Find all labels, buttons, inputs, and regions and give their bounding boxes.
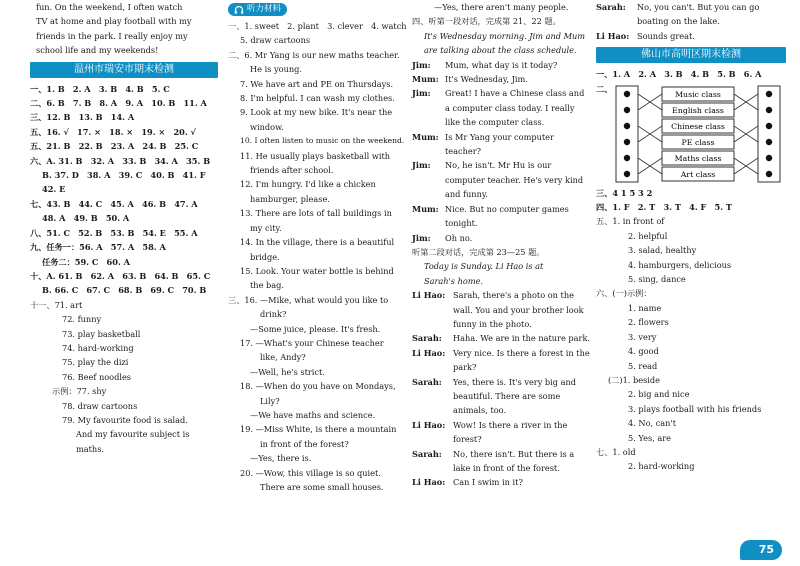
dialogue-line — [596, 29, 786, 43]
script-line: 17. —What's your Chinese teacher — [240, 337, 384, 348]
text-line: fun. On the weekend, I often watch — [36, 2, 183, 12]
speaker-label: Li Hao: — [412, 419, 446, 430]
script-line: 14. In the village, there is a beautiful — [240, 237, 395, 248]
dialogue-text: No, he isn't. Mr Hu is our computer teacher. He's very kind and funny. — [445, 160, 584, 200]
answer-line: 七、43. B 44. C 45. A 46. B 47. A — [30, 198, 198, 209]
right-dot — [766, 90, 772, 96]
class-label: Art class — [680, 169, 716, 179]
script-line: —Well, he's strict. — [250, 366, 325, 377]
dialogue-line — [412, 375, 590, 418]
script-line: bridge. — [250, 251, 280, 262]
script-line: 二、6. Mr Yang is our new maths teacher. — [228, 49, 400, 60]
dialogue-2 — [412, 288, 590, 490]
text-line: TV at home and play football with my — [36, 16, 192, 27]
dialogue-line — [412, 288, 590, 331]
class-label: Maths class — [674, 153, 722, 163]
scene-intro: Today is Sunday. Li Hao is at — [424, 261, 544, 272]
left-dot — [624, 106, 630, 112]
dialogue-text: It's Wednesday, Jim. — [445, 74, 528, 85]
script-line: drink? — [260, 309, 287, 320]
answer-line: maths. — [76, 443, 105, 454]
script-line: Lily? — [260, 395, 280, 406]
script-line: 10. I often listen to music on the weekend. — [240, 136, 405, 146]
dialogue-text: Very nice. Is there a forest in the park? — [453, 347, 590, 373]
script-line: 9. Look at my new bike. It's near the — [240, 107, 393, 118]
right-dot — [766, 106, 772, 112]
dialogue-line — [412, 418, 590, 447]
script-line: 11. He usually plays basketball with — [240, 150, 391, 161]
answer-line: 5. sing, dance — [628, 274, 686, 285]
class-label: PE class — [681, 137, 715, 147]
class-label: Music class — [675, 89, 721, 99]
answer-line: 2. big and nice — [628, 389, 690, 400]
script-line: in front of the forest? — [260, 438, 349, 449]
dialogue-text: Yes, there is. It's very big and beautiful. There are some animals, too. — [453, 376, 577, 416]
matching-diagram — [610, 84, 790, 184]
dialogue-text: No, there isn't. But there is a lake in front of the forest. — [453, 448, 575, 473]
script-line: There are some small houses. — [260, 482, 384, 492]
answer-line: 72. funny — [62, 314, 102, 325]
left-dot — [624, 90, 630, 96]
dialogue-line — [412, 231, 590, 245]
script-line: —Some juice, please. It's fresh. — [250, 323, 381, 334]
answer-line: 75. play the dizi — [62, 357, 129, 368]
answer-line: 九、任务一：56. A 57. A 58. A — [30, 242, 166, 253]
answer-line: 42. E — [42, 184, 66, 195]
left-dot — [624, 170, 630, 176]
answer-line: 一、1. B 2. A 3. B 4. B 5. C — [30, 83, 170, 94]
dialogue-text: Can I swim in it? — [453, 477, 523, 488]
dialogue-line — [412, 158, 590, 201]
scene-intro: are talking about the class schedule. — [424, 45, 577, 56]
left-dot — [624, 138, 630, 144]
column-4 — [596, 0, 786, 474]
answer-line: 示例：77. shy — [52, 386, 107, 397]
dialogue-text: Great! I have a Chinese class and a computer class today. I really like the computer class. — [445, 88, 585, 128]
dialogue-text: Is Mr Yang your computer teacher? — [445, 131, 554, 157]
column-3 — [412, 0, 590, 490]
answer-line: 六、(一)示例： — [596, 288, 652, 299]
script-line: —Yes, there is. — [250, 453, 312, 464]
answer-line: 3. very — [628, 331, 657, 342]
answer-line: 八、51. C 52. B 53. B 54. E 55. A — [30, 227, 198, 238]
script-line: —Yes, there aren't many people. — [434, 2, 569, 12]
section-banner-ruian: 温州市瑞安市期末检测 — [30, 62, 218, 78]
answer-line: 78. draw cartoons — [62, 400, 138, 411]
script-line: friends after school. — [250, 165, 334, 176]
answer-line: 2. helpful — [628, 230, 668, 241]
answer-line: 五、21. B 22. B 23. A 24. B 25. C — [30, 141, 199, 152]
script-line: 20. —Wow, this village is so quiet. — [240, 467, 381, 478]
speaker-label: Jim: — [412, 88, 431, 99]
dialogue-text: Wow! Is there a river in the forest? — [453, 419, 568, 445]
speaker-label: Sarah: — [412, 448, 442, 459]
dialogue-text: Oh no. — [445, 232, 473, 243]
text-line: school life and my weekends! — [36, 45, 159, 56]
answer-line: 3. salad, healthy — [628, 245, 697, 256]
answer-line: 五、1. in front of — [596, 216, 665, 227]
answer-line: 5. Yes, are — [628, 432, 671, 443]
answer-line: 3. plays football with his friends — [628, 403, 762, 414]
answer-line: B. 37. D 38. A 39. C 40. B 41. F — [42, 170, 206, 181]
answer-line: 76. Beef noodles — [62, 371, 132, 382]
answer-line: 任务二：59. C 60. A — [42, 256, 130, 267]
answer-line: 2. flowers — [628, 317, 669, 328]
dialogue-line — [412, 202, 590, 231]
script-line: 12. I'm hungry. I'd like a chicken — [240, 179, 376, 190]
speaker-label: Mum: — [412, 74, 439, 85]
class-label: Chinese class — [671, 121, 725, 131]
left-dot — [624, 154, 630, 160]
script-line: 一、1. sweet 2. plant 3. clever 4. watch — [228, 21, 407, 31]
matching-section — [596, 82, 786, 186]
dialogue-line — [412, 346, 590, 375]
speaker-label: Li Hao: — [412, 347, 446, 358]
speaker-label: Jim: — [412, 160, 431, 171]
text-line: friends in the park. I really enjoy my — [36, 30, 188, 41]
dialogue-line — [412, 331, 590, 345]
dialogue-line — [412, 58, 590, 72]
answer-line: 四、1. F 2. T 3. T 4. F 5. T — [596, 202, 733, 213]
right-dot — [766, 122, 772, 128]
answer-line: (二)1. beside — [608, 374, 660, 385]
script-line: 5. draw cartoons — [240, 35, 311, 46]
answer-line: 二、 — [596, 83, 613, 94]
script-line: like, Andy? — [260, 352, 306, 363]
speaker-label: Jim: — [412, 232, 431, 243]
right-dot — [766, 154, 772, 160]
dialogue-text: No, you can't. But you can go boating on the lake. — [637, 2, 760, 27]
headphones-icon — [234, 5, 244, 15]
matching-lines — [610, 84, 790, 184]
script-line: the bag. — [250, 280, 284, 291]
left-dot — [624, 122, 630, 128]
dialogue-text: Sarah, there's a photo on the wall. You and your brother look funny in the photo. — [453, 290, 584, 329]
speaker-label: Sarah: — [596, 2, 626, 12]
listening-tag — [228, 3, 406, 16]
answer-line: 5. read — [628, 360, 658, 371]
answer-line: 七、1. old — [596, 446, 636, 457]
answer-line: 三、4 1 5 3 2 — [596, 187, 653, 198]
dialogue-1 — [412, 58, 590, 245]
listening-pill — [228, 3, 287, 16]
speaker-label: Li Hao: — [412, 477, 446, 488]
script-line: 7. We have art and PE on Thursdays. — [240, 78, 394, 89]
script-line: 13. There are lots of tall buildings in — [240, 208, 392, 219]
script-line: 19. —Miss White, is there a mountain — [240, 424, 397, 435]
answer-line: 2. hard-working — [628, 461, 695, 472]
answer-line: 4. hamburgers, delicious — [628, 259, 732, 270]
answer-line: 一、1. A 2. A 3. B 4. B 5. B 6. A — [596, 69, 762, 80]
dialogue-line — [412, 72, 590, 86]
scene-intro: Sarah's home. — [424, 275, 484, 286]
speaker-label: Sarah: — [412, 376, 442, 387]
script-line: He is young. — [250, 64, 302, 75]
right-dot-column — [758, 86, 780, 182]
script-line: my city. — [250, 222, 282, 233]
section-heading: 四、听第一段对话，完成第 21、22 题。 — [412, 16, 561, 27]
script-line: hamburger, please. — [250, 193, 330, 204]
speaker-label: Mum: — [412, 203, 439, 214]
answer-line: 74. hard-working — [62, 342, 134, 353]
dialogue-line — [412, 447, 590, 476]
speaker-label: Sarah: — [412, 333, 442, 344]
answer-line: B. 66. C 67. C 68. B 69. C 70. B — [42, 285, 207, 296]
script-line: 15. Look. Your water bottle is behind — [240, 265, 394, 276]
right-dot — [766, 170, 772, 176]
answer-line: 1. name — [628, 302, 662, 313]
answer-line: 二、6. B 7. B 8. A 9. A 10. B 11. A — [30, 98, 207, 109]
answer-line: 79. My favourite food is salad. — [62, 414, 188, 425]
answer-line: And my favourite subject is — [76, 429, 190, 440]
class-label: English class — [672, 105, 724, 115]
script-line: 18. —When do you have on Mondays, — [240, 381, 396, 392]
script-line: —We have maths and science. — [250, 409, 376, 420]
script-line: 三、16. —Mike, what would you like to — [228, 294, 389, 305]
dialogue-line — [412, 130, 590, 159]
answer-line: 4. No, can't — [628, 418, 676, 429]
speaker-label: Li Hao: — [412, 290, 446, 301]
scene-intro: It's Wednesday morning. Jim and Mum — [424, 30, 585, 41]
speaker-label: Li Hao: — [596, 30, 630, 41]
answer-line: 三、12. B 13. B 14. A — [30, 112, 135, 123]
speaker-label: Jim: — [412, 59, 431, 70]
dialogue-3 — [596, 0, 786, 43]
left-dot-column — [616, 86, 638, 182]
answer-line: 六、A. 31. B 32. A 33. B 34. A 35. B — [30, 155, 211, 166]
script-line: window. — [250, 121, 284, 132]
right-dot — [766, 138, 772, 144]
speaker-label: Mum: — [412, 131, 439, 142]
answer-line: 48. A 49. B 50. A — [42, 213, 130, 224]
dialogue-text: Haha. We are in the nature park. — [453, 333, 591, 344]
answer-line: 五、16. √ 17. × 18. × 19. × 20. √ — [30, 126, 196, 137]
answer-line: 十一、71. art — [30, 299, 83, 310]
answer-line: 73. play basketball — [62, 328, 141, 339]
dialogue-text: Nice. But no computer games tonight. — [445, 203, 569, 229]
column-2 — [228, 0, 406, 494]
answer-line: 4. good — [628, 346, 659, 357]
section-heading: 听第二段对话，完成第 23—25 题。 — [412, 246, 545, 257]
dialogue-text: Mum, what day is it today? — [445, 59, 558, 70]
listening-title: 听力材料 — [247, 4, 282, 14]
answer-line: 十、A. 61. B 62. A 63. B 64. B 65. C — [30, 270, 211, 281]
dialogue-line — [412, 475, 590, 489]
page-number-badge: 75 — [740, 540, 782, 560]
column-1 — [30, 0, 218, 456]
section-banner-gaoming: 佛山市高明区期末检测 — [596, 47, 786, 63]
dialogue-line — [412, 86, 590, 129]
dialogue-text: Sounds great. — [637, 30, 695, 41]
script-line: 8. I'm helpful. I can wash my clothes. — [240, 93, 395, 104]
dialogue-line — [596, 0, 786, 29]
